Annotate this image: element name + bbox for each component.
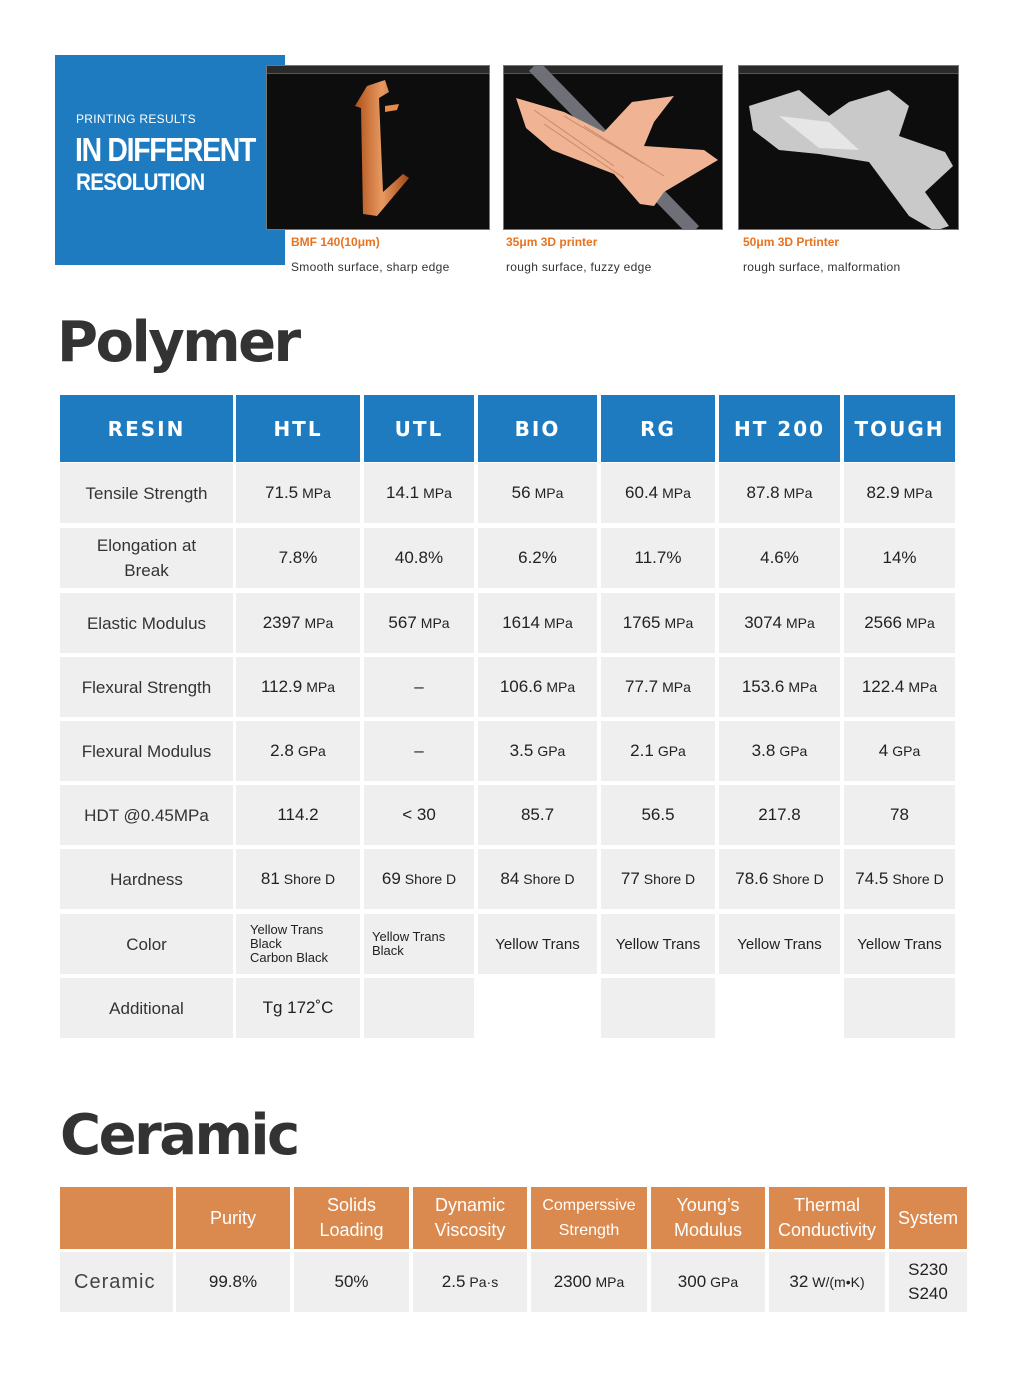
cell-ht200 — [719, 849, 840, 909]
cell-unit: MPa — [420, 615, 450, 631]
cell-unit: Shore D — [772, 871, 824, 887]
cell-unit: MPa — [302, 485, 331, 501]
cell-value: 2300 — [553, 1272, 592, 1291]
cell-rg — [601, 593, 715, 653]
header-line: Young’s — [676, 1195, 740, 1215]
header-title-2: RESOLUTION — [76, 169, 205, 196]
cell-value: 56.5 — [641, 805, 675, 824]
cell-rg — [601, 721, 715, 781]
header-line: Viscosity — [434, 1220, 506, 1240]
ceramic-youngs-modulus — [651, 1252, 765, 1312]
system-line: S230 — [908, 1260, 948, 1279]
cell-value: 2566 — [864, 613, 903, 632]
ceramic-purity — [176, 1252, 290, 1312]
header-utl: UTL — [364, 395, 474, 462]
cell-unit: GPa — [710, 1274, 739, 1290]
cell-value: 2.5 — [441, 1272, 466, 1291]
cell-value: 78 — [890, 805, 909, 824]
cell-htl — [236, 528, 360, 588]
cell-ht200 — [719, 657, 840, 717]
system-line: S240 — [908, 1284, 948, 1303]
row-label: Tensile Strength — [60, 463, 233, 523]
cell-utl — [364, 528, 474, 588]
cell-unit: MPa — [306, 679, 336, 695]
sample-title-bmf: BMF 140(10μm) — [291, 235, 380, 249]
sample-title-35um: 35μm 3D printer — [506, 235, 598, 249]
cell-unit: MPa — [786, 615, 815, 631]
cell-value: 50% — [334, 1272, 369, 1291]
header-subtitle: PRINTING RESULTS — [76, 112, 196, 126]
cell-unit: Shore D — [283, 871, 336, 887]
color-line: Carbon Black — [250, 950, 329, 965]
header-line: Comperssive — [542, 1197, 636, 1214]
cell-unit: MPa — [783, 485, 813, 501]
row-label-additional: Additional — [60, 978, 233, 1038]
row-label: HDT @0.45MPa — [60, 785, 233, 845]
cell-value: 217.8 — [758, 805, 801, 824]
cell-value: 1765 — [622, 613, 661, 632]
row-label: Elongation at Break — [60, 528, 233, 588]
cell-unit: MPa — [788, 679, 818, 695]
header-ht200: HT 200 — [719, 395, 840, 462]
cell-tough — [844, 593, 955, 653]
cell-unit: Shore D — [892, 871, 944, 887]
cell-value: 112.9 — [260, 677, 303, 696]
header-rg: RG — [601, 395, 715, 462]
cell-value: 81 — [260, 869, 280, 888]
cell-htl — [236, 463, 360, 523]
cell-bio — [478, 785, 597, 845]
cell-value: 74.5 — [855, 869, 889, 888]
additional-tough — [844, 978, 955, 1038]
cell-value: 6.2% — [518, 548, 557, 567]
ceramic-header-purity — [176, 1187, 290, 1249]
header-line: Dynamic — [434, 1195, 505, 1215]
cell-unit: MPa — [544, 615, 573, 631]
ceramic-header-system — [889, 1187, 967, 1249]
cell-unit: MPa — [906, 615, 935, 631]
cell-value: 2.1 — [630, 741, 654, 760]
cell-value: 14% — [882, 548, 917, 567]
sample-desc-50um: rough surface, malformation — [743, 260, 901, 274]
ceramic-header-youngs-modulus — [651, 1187, 765, 1249]
cell-value: 87.8 — [746, 483, 780, 502]
cell-value: 7.8% — [278, 548, 318, 567]
cell-unit: Pa·s — [469, 1274, 499, 1290]
cell-unit: MPa — [662, 679, 691, 695]
cell-rg — [601, 657, 715, 717]
cell-unit: MPa — [908, 679, 938, 695]
additional-htl: Tg 172˚C — [236, 978, 360, 1038]
cell-utl — [364, 593, 474, 653]
cell-tough — [844, 528, 955, 588]
cell-value: – — [414, 741, 424, 760]
header-line: Strength — [558, 1222, 620, 1239]
cell-value: 85.7 — [520, 805, 555, 824]
color-line: Black — [372, 943, 404, 958]
cell-unit: MPa — [662, 485, 691, 501]
sample-desc-35um: rough surface, fuzzy edge — [506, 260, 652, 274]
color-rg: Yellow Trans — [601, 914, 715, 974]
cell-value: 4 — [878, 741, 889, 760]
cell-unit: MPa — [664, 615, 694, 631]
row-label: Flexural Strength — [60, 657, 233, 717]
cell-unit: Shore D — [523, 871, 575, 887]
cell-unit: GPa — [779, 743, 808, 759]
additional-utl — [364, 978, 474, 1038]
row-label: Elastic Modulus — [60, 593, 233, 653]
cell-htl — [236, 657, 360, 717]
cell-rg — [601, 463, 715, 523]
cell-value: 77.7 — [625, 677, 659, 696]
cell-unit: MPa — [595, 1274, 625, 1290]
cell-value: 2397 — [262, 613, 301, 632]
cell-unit: MPa — [304, 615, 334, 631]
header-resin: RESIN — [60, 395, 233, 462]
cell-tough — [844, 657, 955, 717]
sample-photo-50um — [738, 65, 959, 230]
polymer-title: Polymer — [57, 310, 299, 375]
ceramic-thermal-conductivity — [769, 1252, 885, 1312]
cell-rg — [601, 785, 715, 845]
ceramic-solids-loading — [294, 1252, 409, 1312]
cell-utl — [364, 657, 474, 717]
cell-bio — [478, 463, 597, 523]
cell-value: 4.6% — [760, 548, 799, 567]
cell-unit: MPa — [903, 485, 933, 501]
ceramic-header-solids-loading — [294, 1187, 409, 1249]
cell-htl — [236, 785, 360, 845]
cell-htl — [236, 849, 360, 909]
cell-value: – — [414, 677, 424, 696]
cell-value: 71.5 — [265, 483, 299, 502]
cell-htl — [236, 721, 360, 781]
cell-utl — [364, 463, 474, 523]
ceramic-system — [889, 1252, 967, 1312]
cell-value: 122.4 — [861, 677, 905, 696]
cell-value: 14.1 — [386, 483, 420, 502]
cell-unit: GPa — [297, 743, 326, 759]
cell-value: 77 — [620, 869, 640, 888]
color-utl — [364, 914, 474, 974]
cell-value: 3.5 — [509, 741, 534, 760]
row-label: Hardness — [60, 849, 233, 909]
cell-value: 78.6 — [735, 869, 769, 888]
cell-tough — [844, 721, 955, 781]
cell-htl — [236, 593, 360, 653]
cell-value: 11.7% — [634, 548, 682, 567]
color-tough: Yellow Trans — [844, 914, 955, 974]
header-box — [55, 55, 285, 265]
header-bio: BIO — [478, 395, 597, 462]
header-line: Purity — [209, 1207, 256, 1228]
color-htl — [236, 914, 360, 974]
cell-bio — [478, 528, 597, 588]
cell-unit: MPa — [534, 485, 564, 501]
header-line: System — [897, 1207, 958, 1228]
ceramic-header-thermal-conductivity — [769, 1187, 885, 1249]
cell-value: 84 — [500, 869, 520, 888]
ceramic-title: Ceramic — [60, 1103, 298, 1168]
cell-utl — [364, 785, 474, 845]
cell-utl — [364, 721, 474, 781]
cell-unit: W/(m•K) — [812, 1274, 865, 1290]
color-line: Black — [250, 936, 282, 951]
cell-unit: MPa — [423, 485, 452, 501]
additional-rg — [601, 978, 715, 1038]
cell-utl — [364, 849, 474, 909]
ceramic-header-compressive-strength — [531, 1187, 647, 1249]
ceramic-header-corner — [60, 1187, 173, 1249]
cell-value: < 30 — [402, 805, 436, 824]
cell-unit: GPa — [537, 743, 566, 759]
cell-unit: Shore D — [404, 871, 457, 887]
sample-title-50um: 50μm 3D Prtinter — [743, 235, 840, 249]
ceramic-compressive-strength — [531, 1252, 647, 1312]
ceramic-header-dynamic-viscosity — [413, 1187, 527, 1249]
header-line: Solids — [326, 1195, 377, 1215]
cell-value: 56 — [511, 483, 531, 502]
cell-value: 32 — [789, 1272, 809, 1291]
header-line: Conductivity — [777, 1220, 877, 1240]
cell-value: 82.9 — [866, 483, 900, 502]
sample-photo-bmf — [266, 65, 490, 230]
cell-bio — [478, 849, 597, 909]
ceramic-row-label: Ceramic — [60, 1252, 173, 1312]
cell-tough — [844, 785, 955, 845]
cell-value: 60.4 — [625, 483, 659, 502]
header-tough: TOUGH — [844, 395, 955, 462]
cell-unit: MPa — [546, 679, 576, 695]
cell-unit: GPa — [657, 743, 686, 759]
cell-tough — [844, 463, 955, 523]
color-line: Yellow Trans — [372, 929, 446, 944]
cell-bio — [478, 593, 597, 653]
cell-value: 3.8 — [751, 741, 776, 760]
cell-value: 300 — [677, 1272, 707, 1291]
cell-value: 114.2 — [277, 805, 319, 824]
sample-photo-35um — [503, 65, 723, 230]
additional-bio — [478, 978, 597, 1038]
header-title: IN DIFFERENT — [75, 131, 256, 168]
cell-ht200 — [719, 528, 840, 588]
row-label: Flexural Modulus — [60, 721, 233, 781]
cell-rg — [601, 849, 715, 909]
color-bio: Yellow Trans — [478, 914, 597, 974]
cell-bio — [478, 721, 597, 781]
header-line: Modulus — [673, 1220, 743, 1240]
cell-ht200 — [719, 463, 840, 523]
ceramic-dynamic-viscosity — [413, 1252, 527, 1312]
header-htl: HTL — [236, 395, 360, 462]
cell-tough — [844, 849, 955, 909]
cell-value: 69 — [381, 869, 401, 888]
row-label-color: Color — [60, 914, 233, 974]
cell-value: 567 — [388, 613, 417, 632]
cell-value: 3074 — [744, 613, 783, 632]
sample-desc-bmf: Smooth surface, sharp edge — [291, 260, 450, 274]
cell-bio — [478, 657, 597, 717]
color-ht200: Yellow Trans — [719, 914, 840, 974]
color-line: Yellow Trans — [250, 922, 324, 937]
cell-value: 1614 — [502, 613, 541, 632]
cell-ht200 — [719, 785, 840, 845]
cell-unit: Shore D — [643, 871, 696, 887]
cell-unit: GPa — [892, 743, 921, 759]
header-line: Thermal — [793, 1195, 860, 1215]
additional-ht200 — [719, 978, 840, 1038]
cell-value: 99.8% — [208, 1272, 258, 1291]
cell-value: 40.8% — [394, 548, 444, 567]
cell-ht200 — [719, 593, 840, 653]
cell-value: 153.6 — [741, 677, 785, 696]
cell-value: 106.6 — [499, 677, 543, 696]
header-line: Loading — [319, 1220, 384, 1240]
cell-rg — [601, 528, 715, 588]
cell-ht200 — [719, 721, 840, 781]
cell-value: 2.8 — [270, 741, 294, 760]
